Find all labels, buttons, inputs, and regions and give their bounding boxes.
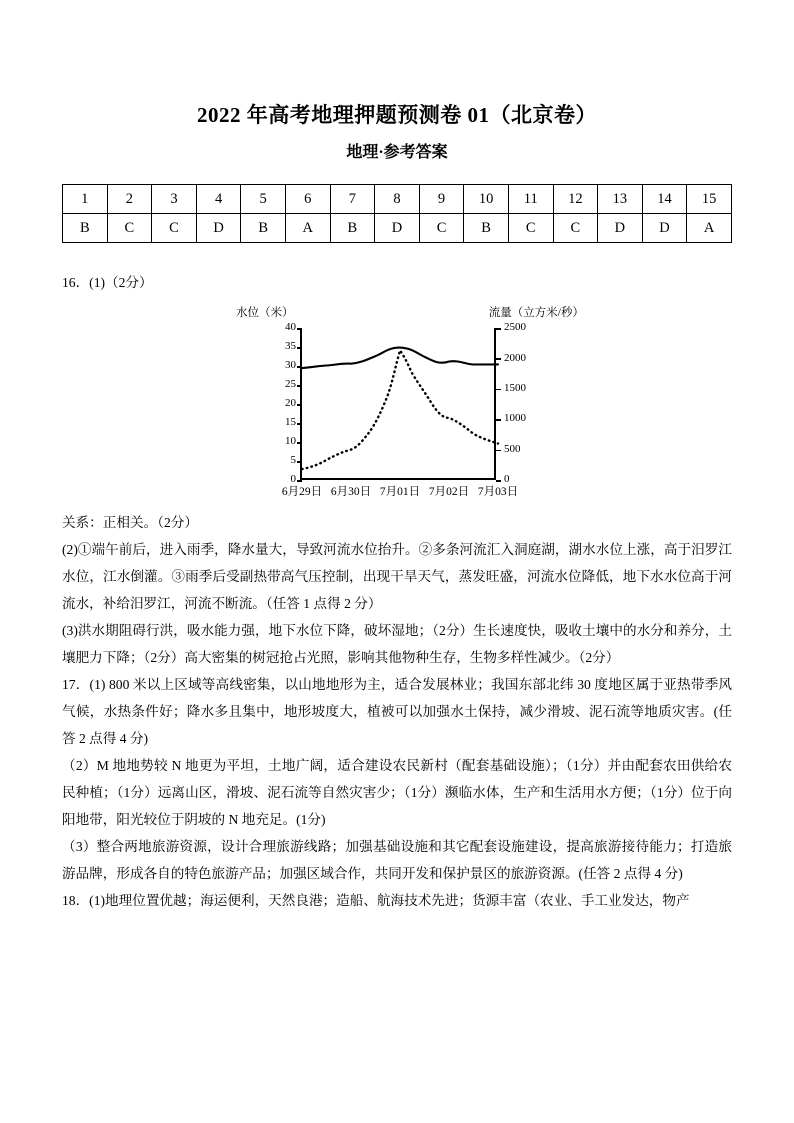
answer-cell: B [464,214,509,243]
answer-cell: B [241,214,286,243]
question-16-relation: 关系：正相关。（2分） [62,515,198,530]
question-number-cell: 9 [419,185,464,214]
chart-series-svg [302,328,498,480]
series-water-level-line [302,348,498,369]
answer-cell: D [598,214,643,243]
question-number-cell: 12 [553,185,598,214]
series-discharge-line [302,351,498,470]
x-axis-label: 6月30日 [330,486,372,498]
left-tick-label: 35 [285,340,296,352]
page-subtitle: 地理·参考答案 [346,144,448,161]
answer-table-wrapper [62,184,732,243]
right-tick-label: 0 [504,473,510,485]
question-number-cell: 14 [642,185,687,214]
hydrograph-chart [62,304,732,509]
right-tick-mark [496,480,501,482]
question-number-cell: 5 [241,185,286,214]
x-axis-label: 6月29日 [281,486,323,498]
question-number-cell: 3 [152,185,197,214]
left-tick-label: 10 [285,435,296,447]
left-tick-label: 25 [285,378,296,390]
question-number-cell: 2 [107,185,152,214]
question-16-part-2: (2)①端午前后，进入雨季，降水量大，导致河流水位抬升。②多条河流汇入洞庭湖，湖水水位上涨，高于汨罗江水位，江水倒灌。③雨季后受副热带高气压控制，出现干旱天气，蒸发旺盛，河流水位降低，地下水水位高于河流水，补给汨罗江，河流不断流。（任答 1 点得 2 分） [62,542,732,611]
question-number-cell: 15 [687,185,732,214]
x-axis-label: 7月03日 [477,486,519,498]
objective-answer-table [62,184,732,243]
right-tick-label: 1500 [504,382,526,394]
question-16-part-3: (3)洪水期阻碍行洪，吸水能力强，地下水位下降，破坏湿地；（2分）生长速度快，吸收土壤中的水分和养分，土壤肥力下降；（2分）高大密集的树冠抢占光照，影响其他物种生存，生物多样性减少。（2分） [62,623,732,665]
left-tick-label: 0 [290,473,296,485]
right-tick-label: 500 [504,443,521,455]
chart-plot-area [281,321,526,498]
question-number-cell: 8 [375,185,420,214]
answer-cell: C [508,214,553,243]
answer-cell: C [553,214,598,243]
answer-cell: C [419,214,464,243]
question-18-part-1: 18．(1)地理位置优越；海运便利，天然良港；造船、航海技术先进；货源丰富（农业、手工业发达，物产 [62,893,690,908]
question-number-cell: 11 [508,185,553,214]
question-17-part-1: 17．(1) 800 米以上区域等高线密集，以山地地形为主，适合发展林业；我国东部北纬 30 度地区属于亚热带季风气候，水热条件好；降水多且集中，地形坡度大，植被可以加强水土保持，减少滑坡、泥石流等地质灾害。(任答 2 点得 4 分) [62,677,732,746]
left-tick-label: 5 [290,454,296,466]
left-tick-label: 20 [285,397,296,409]
answer-cell: C [107,214,152,243]
left-tick-label: 30 [285,359,296,371]
table-row-question-numbers [63,185,732,214]
question-17-part-3: （3）整合两地旅游资源，设计合理旅游线路；加强基础设施和其它配套设施建设，提高旅游接待能力；打造旅游品牌，形成各自的特色旅游产品；加强区域合作，共同开发和保护景区的旅游资源。(任答 2 点得 4 分) [62,839,732,881]
x-axis-label: 7月01日 [379,486,421,498]
answer-cell: D [375,214,420,243]
page-title: 2022 年高考地理押题预测卷 01（北京卷） [197,103,597,127]
question-number-cell: 6 [285,185,330,214]
question-number-cell: 13 [598,185,643,214]
chart-inner [232,304,582,509]
question-number-cell: 4 [196,185,241,214]
answer-cell: D [196,214,241,243]
chart-right-axis-title: 流量（立方米/秒） [488,307,584,319]
question-17-part-2: （2）M 地地势较 N 地更为平坦，土地广阔，适合建设农民新村（配套基础设施）；（1分）并由配套农田供给农民种植；（1分）远离山区，滑坡、泥石流等自然灾害少；（1分）濒临水体，生产和生活用水方便；（1分）位于向阳地带，阳光较位于阴坡的 N 地充足。(1分) [62,758,732,827]
left-tick-label: 15 [285,416,296,428]
left-tick-label: 40 [285,321,296,333]
question-number-cell: 7 [330,185,375,214]
answer-cell: A [687,214,732,243]
x-axis-label: 7月02日 [428,486,470,498]
right-tick-label: 2000 [504,352,526,364]
answer-cell: B [330,214,375,243]
chart-left-axis-title: 水位（米） [236,307,294,319]
answer-cell: C [152,214,197,243]
right-tick-label: 1000 [504,412,526,424]
answer-cell: D [642,214,687,243]
left-tick-mark [297,480,302,482]
answer-cell: A [285,214,330,243]
right-tick-label: 2500 [504,321,526,333]
question-number-cell: 10 [464,185,509,214]
question-16-heading: 16．(1)（2分） [62,275,153,290]
answer-cell: B [63,214,108,243]
table-row-answers [63,214,732,243]
question-number-cell: 1 [63,185,108,214]
